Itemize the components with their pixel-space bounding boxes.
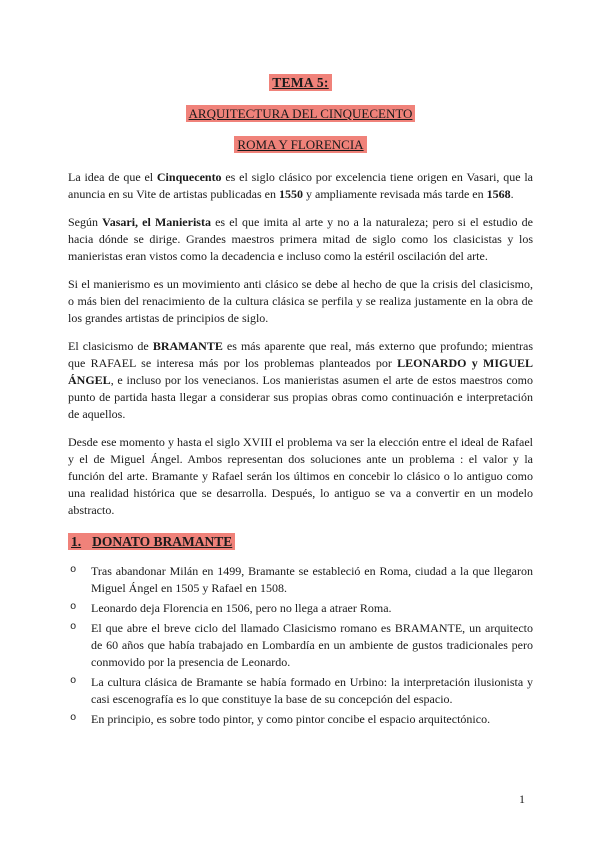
list-item bbox=[68, 620, 533, 671]
document-subtitle-1: ARQUITECTURA DEL CINQUECENTO bbox=[186, 105, 416, 122]
section-title: DONATO BRAMANTE bbox=[92, 534, 233, 549]
paragraph: Si el manierismo es un movimiento anti clásico se debe al hecho de que la crisis del clasicismo, o más bien del renacimiento de la cultura clásica se perfila y se realiza justamente en la obra de los grandes artistas de principios de siglo. bbox=[68, 277, 533, 325]
page-number: 1 bbox=[519, 792, 525, 806]
bullet-marker: o bbox=[70, 712, 77, 724]
paragraph: Según Vasari, el Manierista es el que imita al arte y no a la naturaleza; pero si el estudio de hacia dónde se dirige. Grandes maestros primera mitad de siglo como los clasicistas y los manieristas eran vistos como la decadencia e incluso como la estéril oscilación del arte. bbox=[68, 215, 533, 263]
document-subtitle-line-1 bbox=[68, 105, 533, 123]
bullet-marker: o bbox=[70, 675, 77, 687]
document-subtitle-line-2 bbox=[68, 136, 533, 154]
list-item-text: La cultura clásica de Bramante se había formado en Urbino: la interpretación ilusionista y casi escenografía es lo que constituye la base de su concepción del espacio. bbox=[91, 675, 533, 706]
document-title: TEMA 5: bbox=[269, 74, 331, 91]
document-subtitle-2: ROMA Y FLORENCIA bbox=[234, 136, 366, 153]
list-item bbox=[68, 674, 533, 708]
paragraph: Desde ese momento y hasta el siglo XVIII el problema va ser la elección entre el ideal de Rafael y el de Miguel Ángel. Ambos representan dos soluciones ante un problema : el valor y la función del arte. Bramante y Rafael serán los últimos en concebir lo clásico o lo antiguo como una realidad histórica que se desarrolla. Después, lo antiguo se va a convertir en un modelo abstracto. bbox=[68, 435, 533, 517]
list-item-text: Leonardo deja Florencia en 1506, pero no llega a atraer Roma. bbox=[91, 601, 392, 615]
section-heading bbox=[68, 534, 533, 550]
paragraph: El clasicismo de BRAMANTE es más aparente que real, más externo que profundo; mientras que RAFAEL se interesa más por los problemas planteados por LEONARDO y MIGUEL ÁNGEL, e incluso por los venecianos. Los manieristas asumen el arte de estos maestros como punto de partida hasta llegar a considerar sus propias obras como continuación e interpretación de aquellos. bbox=[68, 339, 533, 421]
list-item-text: El que abre el breve ciclo del llamado Clasicismo romano es BRAMANTE, un arquitecto de 60 años que había trabajado en Lombardía en un ambiente de gustos tradicionales pero conmovido por la presencia de Leonardo. bbox=[91, 621, 533, 669]
paragraph: La idea de que el Cinquecento es el siglo clásico por excelencia tiene origen en Vasari, que la anuncia en su Vite de artistas publicadas en 1550 y ampliamente revisada más tarde en 1568. bbox=[68, 170, 533, 201]
section-number: 1. bbox=[71, 534, 82, 549]
list-item bbox=[68, 600, 533, 617]
list-item bbox=[68, 711, 533, 728]
bullet-marker: o bbox=[70, 621, 77, 633]
document-title-line bbox=[68, 74, 533, 92]
bullet-list bbox=[68, 563, 533, 728]
list-item-text: Tras abandonar Milán en 1499, Bramante se estableció en Roma, ciudad a la que llegaron Miguel Ángel en 1505 y Rafael en 1508. bbox=[91, 564, 533, 595]
list-item-text: En principio, es sobre todo pintor, y como pintor concibe el espacio arquitectónico. bbox=[91, 712, 491, 726]
list-item bbox=[68, 563, 533, 597]
bullet-marker: o bbox=[70, 564, 77, 576]
bullet-marker: o bbox=[70, 601, 77, 613]
